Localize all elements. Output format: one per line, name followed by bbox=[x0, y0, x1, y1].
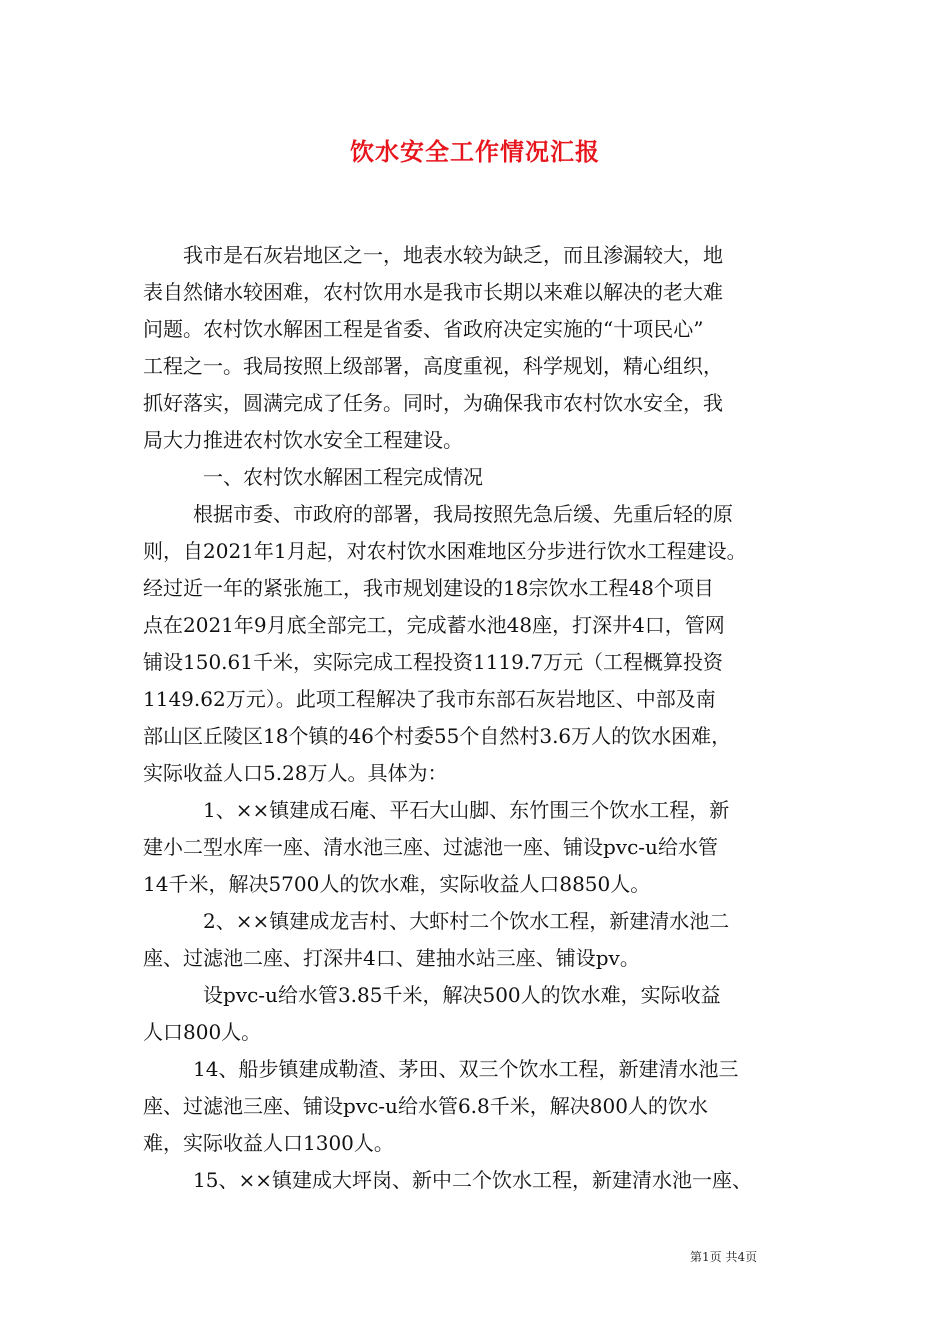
document-body bbox=[143, 237, 807, 1199]
text-line: 局大力推进农村饮水安全工程建设。 bbox=[143, 428, 463, 452]
text-line: 14千米，解决5700人的饮水难，实际收益人口8850人。 bbox=[143, 872, 651, 896]
section-heading: 一、农村饮水解困工程完成情况 bbox=[203, 465, 483, 489]
text-line: 难，实际收益人口1300人。 bbox=[143, 1131, 394, 1155]
text-line: 工程之一。我局按照上级部署，高度重视，科学规划，精心组织， bbox=[143, 354, 723, 378]
text-line: 点在2021年9月底全部完工，完成蓄水池48座，打深井4口，管网 bbox=[143, 613, 725, 637]
text-line: 人口800人。 bbox=[143, 1020, 262, 1044]
text-line: 设pvc-u给水管3.85千米，解决500人的饮水难，实际收益 bbox=[203, 983, 721, 1007]
text-line: 座、过滤池二座、打深井4口、建抽水站三座、铺设pv。 bbox=[143, 946, 640, 970]
text-line: 根据市委、市政府的部署，我局按照先急后缓、先重后轻的原 bbox=[193, 502, 733, 526]
text-line: 表自然储水较困难，农村饮用水是我市长期以来难以解决的老大难 bbox=[143, 280, 723, 304]
text-line: 2、××镇建成龙吉村、大虾村二个饮水工程，新建清水池二 bbox=[203, 909, 730, 933]
text-line: 抓好落实，圆满完成了任务。同时，为确保我市农村饮水安全，我 bbox=[143, 391, 723, 415]
text-line: 铺设150.61千米，实际完成工程投资1119.7万元（工程概算投资 bbox=[143, 650, 723, 674]
text-line: 15、××镇建成大坪岗、新中二个饮水工程，新建清水池一座、 bbox=[193, 1168, 752, 1192]
document-title: 饮水安全工作情况汇报 bbox=[350, 137, 600, 166]
text-line: 1、××镇建成石庵、平石大山脚、东竹围三个饮水工程，新 bbox=[203, 798, 730, 822]
text-line: 问题。农村饮水解困工程是省委、省政府决定实施的“十项民心” bbox=[143, 317, 704, 341]
text-line: 我市是石灰岩地区之一，地表水较为缺乏，而且渗漏较大，地 bbox=[183, 243, 723, 267]
text-line: 座、过滤池三座、铺设pvc-u给水管6.8千米，解决800人的饮水 bbox=[143, 1094, 708, 1118]
text-line: 则，自2021年1月起，对农村饮水困难地区分步进行饮水工程建设。 bbox=[143, 539, 747, 563]
text-line: 14、船步镇建成勒渣、茅田、双三个饮水工程，新建清水池三 bbox=[193, 1057, 739, 1081]
page-number-footer: 第1页 共4页 bbox=[690, 1250, 758, 1264]
text-line: 经过近一年的紧张施工，我市规划建设的18宗饮水工程48个项目 bbox=[143, 576, 714, 600]
text-line: 部山区丘陵区18个镇的46个村委55个自然村3.6万人的饮水困难， bbox=[143, 724, 732, 748]
text-line: 实际收益人口5.28万人。具体为： bbox=[143, 761, 448, 785]
text-line: 建小二型水库一座、清水池三座、过滤池一座、铺设pvc-u给水管 bbox=[143, 835, 718, 859]
text-line: 1149.62万元）。此项工程解决了我市东部石灰岩地区、中部及南 bbox=[143, 687, 716, 711]
